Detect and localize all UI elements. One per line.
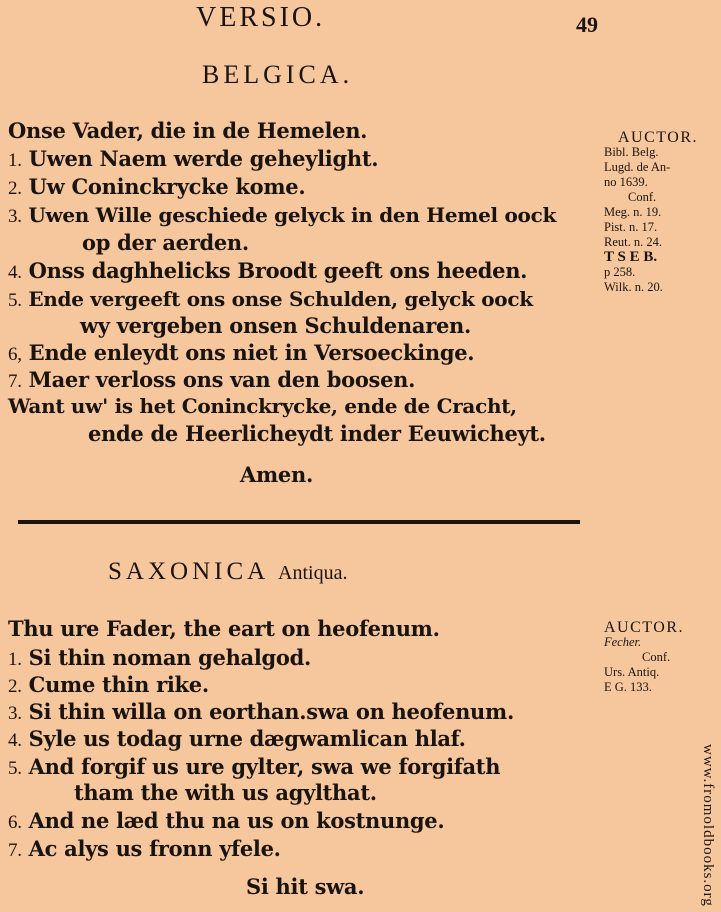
auctor-line: p 258. bbox=[604, 265, 636, 279]
prayer-line bbox=[82, 230, 249, 255]
line-text: ende de Heerlicheydt inder Eeuwicheyt. bbox=[88, 421, 546, 446]
line-text: op der aerden. bbox=[82, 230, 249, 255]
auctor-saxonica bbox=[604, 620, 684, 695]
auctor-line: Conf. bbox=[628, 190, 657, 204]
prayer-line bbox=[8, 616, 440, 641]
auctor-line: Urs. Antiq. bbox=[604, 665, 660, 679]
line-number: 3. bbox=[8, 206, 22, 227]
auctor-line: Fecher. bbox=[604, 635, 642, 649]
line-number: 2. bbox=[8, 676, 22, 697]
prayer-line bbox=[8, 808, 444, 834]
line-number: 4. bbox=[8, 730, 22, 751]
line-text: Syle us todag urne dægwamlican hlaf. bbox=[28, 726, 466, 751]
line-number: 3. bbox=[8, 703, 22, 724]
line-number: 6. bbox=[8, 812, 22, 833]
auctor-line: T S E B. bbox=[604, 249, 658, 265]
prayer-line bbox=[8, 258, 527, 284]
auctor-line: Reut. n. 24. bbox=[604, 235, 662, 249]
line-text: Uw Coninckrycke kome. bbox=[28, 174, 306, 199]
line-text: Uwen Wille geschiede gelyck in den Hemel oock bbox=[28, 203, 557, 227]
prayer-line bbox=[8, 174, 305, 200]
prayer-line bbox=[88, 421, 546, 446]
auctor-line: Lugd. de An- bbox=[604, 160, 671, 174]
line-number: 5. bbox=[8, 758, 22, 779]
line-text: Ac alys us fronn yfele. bbox=[28, 836, 281, 861]
line-text: And ne læd thu na us on kostnunge. bbox=[28, 808, 445, 833]
auctor-line: Conf. bbox=[642, 650, 671, 664]
line-text: Onss daghhelicks Broodt geeft ons heeden. bbox=[28, 258, 528, 283]
prayer-line bbox=[74, 780, 377, 805]
watermark-text: www.fromoldbooks.org bbox=[700, 744, 716, 907]
saxonica-subtitle: Antiqua. bbox=[278, 562, 348, 584]
line-text: Ende enleydt ons niet in Versoeckinge. bbox=[28, 340, 475, 365]
auctor-line: Bibl. Belg. bbox=[604, 145, 659, 159]
prayer-line bbox=[8, 726, 466, 752]
line-text: Uwen Naem werde geheylight. bbox=[28, 146, 379, 171]
line-number: 7. bbox=[8, 371, 22, 392]
line-text: Ende vergeeft ons onse Schulden, gelyck oock bbox=[28, 287, 533, 311]
line-text: Onse Vader, die in de Hemelen. bbox=[8, 118, 368, 143]
running-header: VERSIO. bbox=[196, 2, 326, 33]
prayer-line bbox=[80, 313, 471, 338]
prayer-line bbox=[8, 118, 367, 143]
section-divider bbox=[18, 520, 580, 524]
line-number: 2. bbox=[8, 178, 22, 199]
prayer-line bbox=[8, 203, 556, 228]
auctor-line: E G. 133. bbox=[604, 680, 652, 694]
line-number: 4. bbox=[8, 262, 22, 283]
line-text: Si thin willa on eorthan.swa on heofenum. bbox=[28, 699, 514, 724]
auctor-heading: AUCTOR. bbox=[618, 129, 698, 146]
line-text: Si thin noman gehalgod. bbox=[28, 645, 312, 670]
auctor-line: no 1639. bbox=[604, 175, 648, 189]
auctor-line: Wilk. n. 20. bbox=[604, 280, 663, 294]
auctor-line: Pist. n. 17. bbox=[604, 220, 658, 234]
closing-line: Si hit swa. bbox=[246, 874, 365, 899]
line-number: 7. bbox=[8, 840, 22, 861]
line-text: And forgif us ure gylter, swa we forgifath bbox=[28, 754, 501, 779]
amen: Amen. bbox=[240, 462, 313, 487]
prayer-line bbox=[8, 672, 209, 698]
line-number: 5. bbox=[8, 290, 22, 311]
page-number: 49 bbox=[576, 12, 598, 37]
prayer-line bbox=[8, 645, 311, 671]
prayer-line bbox=[8, 367, 415, 393]
saxonica-title: SAXONICA bbox=[108, 558, 268, 585]
prayer-line bbox=[8, 754, 500, 780]
line-text: Cume thin rike. bbox=[28, 672, 209, 697]
line-text: wy vergeben onsen Schuldenaren. bbox=[80, 313, 472, 338]
section-title-belgica: BELGICA. bbox=[202, 60, 354, 89]
section-title-saxonica bbox=[108, 558, 347, 586]
prayer-line bbox=[8, 287, 533, 312]
prayer-line bbox=[8, 146, 378, 172]
line-text: tham the with us agylthat. bbox=[74, 780, 377, 805]
auctor-belgica bbox=[604, 130, 698, 295]
prayer-line bbox=[8, 699, 514, 725]
auctor-heading: AUCTOR. bbox=[604, 619, 684, 636]
prayer-line bbox=[8, 394, 517, 418]
line-text: Maer verloss ons van den boosen. bbox=[28, 367, 416, 392]
line-text: Want uw' is het Coninckrycke, ende de Cracht, bbox=[8, 394, 517, 418]
line-text: Thu ure Fader, the eart on heofenum. bbox=[8, 616, 440, 641]
line-number: 1. bbox=[8, 649, 22, 670]
prayer-line bbox=[8, 340, 474, 366]
auctor-line: Meg. n. 19. bbox=[604, 205, 662, 219]
line-number: 6, bbox=[8, 344, 22, 365]
line-number: 1. bbox=[8, 150, 22, 171]
prayer-line bbox=[8, 836, 281, 862]
